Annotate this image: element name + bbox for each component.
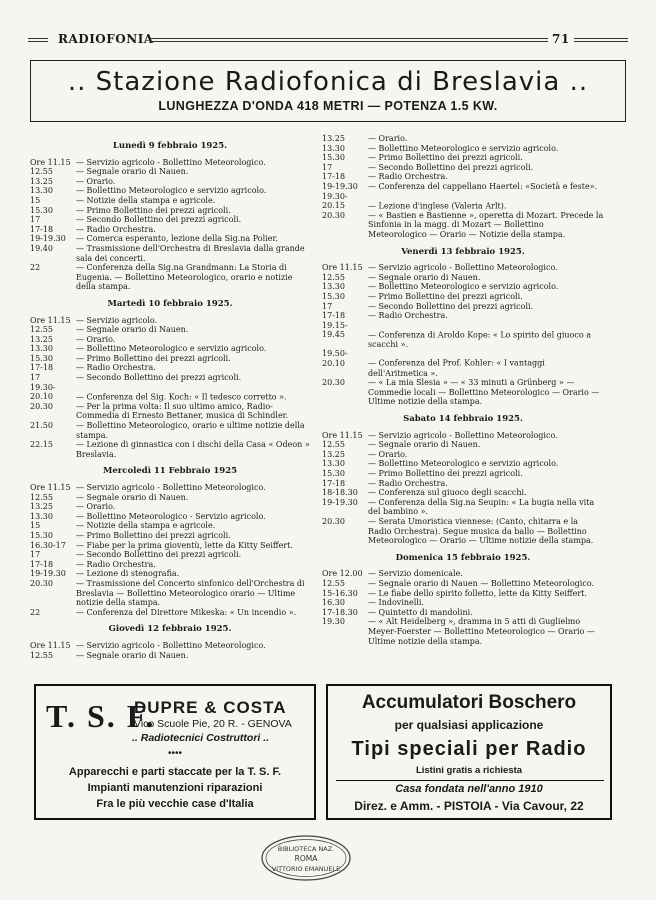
schedule-entry [322, 282, 604, 292]
ad-logo: T. S. F. [46, 698, 156, 734]
ad-role: .. Radiotecnici Costruttori .. [132, 732, 270, 744]
entry-description: — Orario. [368, 449, 408, 459]
entry-time: 19.15-19.45 [322, 320, 348, 340]
entry-description: — Orario. [76, 176, 116, 186]
entry-description: — Conferenza del cappellano Haertel: «Società e feste». [368, 181, 598, 191]
ad-line: Impianti manutenzioni riparazioni [87, 782, 263, 794]
entry-time: 16.30 [322, 598, 345, 608]
entry-time: Ore 11.15 [322, 430, 363, 440]
schedule-entry [30, 373, 310, 383]
entry-time: 19-19.30 [322, 181, 358, 191]
entry-time: 21.50 [30, 421, 53, 431]
entry-time: 17-18 [30, 224, 54, 234]
entry-description: — Conferenza di Aroldo Kope: « Lo spirito del giuoco a scacchi ». [368, 330, 591, 349]
entry-time: 17-18.30 [322, 607, 358, 617]
schedule-entry [322, 263, 604, 273]
entry-time: Ore 12.00 [322, 569, 363, 579]
schedule-left-column [30, 134, 310, 660]
entry-time: 19.30 [322, 617, 345, 627]
schedule-entry [322, 589, 604, 599]
entry-time: 20.30 [322, 378, 345, 388]
schedule-entry [30, 579, 310, 608]
schedule-entry [30, 263, 310, 292]
schedule-entry [322, 440, 604, 450]
schedule-entry [30, 215, 310, 225]
entry-time: 13.25 [322, 134, 345, 143]
entry-time: 13.30 [322, 459, 345, 469]
entry-time: 13.25 [30, 176, 53, 186]
schedule-entry [30, 440, 310, 459]
stamp-line: BIBLIOTECA NAZ. [277, 845, 335, 853]
entry-description: — Conferenza del Direttore Mikeska: « Un incendio ». [76, 607, 297, 617]
entry-description: — Radio Orchestra. [76, 363, 156, 373]
day-heading: Giovedì 12 febbraio 1925. [108, 624, 232, 635]
entry-description: — Segnale orario di Nauen. [76, 325, 189, 335]
entry-time: 15-16.30 [322, 588, 358, 598]
entry-description: — Radio Orchestra. [76, 559, 156, 569]
entry-time: Ore 11.15 [30, 483, 71, 492]
schedule-entry [30, 502, 310, 512]
entry-description: — Indovinelli. [368, 598, 424, 608]
entry-time: 17-18 [30, 559, 54, 569]
entry-description: — Secondo Bollettino dei prezzi agricoli. [76, 215, 242, 225]
entry-time: 15.30 [30, 530, 53, 540]
schedule-entry [30, 421, 310, 440]
entry-description: — Serata Umoristica viennese: (Canto, chitarra e la Radio Orchestra). Segue musica da ballo — Bollettino Meteorologico — Orario — Ultime notizie della stampa. [368, 516, 594, 546]
schedule-entry [30, 225, 310, 235]
schedule-entry [30, 512, 310, 522]
ad-lists: Listini gratis a richiesta [415, 765, 523, 776]
schedule-entry [322, 579, 604, 589]
entry-time: 17-18 [30, 363, 54, 373]
entry-description: — Radio Orchestra. [368, 478, 448, 488]
schedule-entry [30, 234, 310, 244]
entry-description: — Orario. [368, 134, 408, 143]
entry-time: Ore 11.15 [30, 640, 71, 650]
entry-time: 17 [30, 373, 41, 383]
entry-description: — Comerca esperanto, lezione della Sig.na Polier. [76, 234, 278, 244]
entry-time: 19.30-20.10 [30, 382, 56, 402]
entry-description: — Bollettino Meteorologico e servizio agricolo. [368, 459, 559, 469]
schedule-entry [322, 517, 604, 546]
library-stamp [258, 832, 354, 884]
entry-time: 13.25 [322, 449, 345, 459]
entry-time: 22 [30, 263, 41, 273]
schedule-entry [30, 363, 310, 373]
entry-description: — Orario. [76, 334, 116, 344]
entry-time: 16.30-17 [30, 540, 66, 550]
schedule-entry [30, 569, 310, 579]
entry-time: Ore 11.15 [30, 315, 71, 325]
station-title-box [30, 60, 626, 122]
schedule-entry [30, 550, 310, 560]
ad-brand: Accumulatori Boschero [361, 692, 577, 713]
entry-description: — Bollettino Meteorologico e servizio agricolo. [368, 143, 559, 153]
page-number: 71 [552, 32, 570, 46]
day-heading: Sabato 14 febbraio 1925. [403, 414, 523, 425]
schedule-entry [322, 431, 604, 441]
entry-time: 19.30-20.15 [322, 191, 348, 211]
entry-description: — Le fiabe dello spirito folletto, lette da Kitty Seiffert. [368, 588, 587, 598]
entry-description: — Servizio agricolo - Bollettino Meteorologico. [76, 640, 266, 650]
entry-description: — Segnale orario di Nauen. [76, 492, 189, 502]
entry-description: — Primo Bollettino dei prezzi agricoli. [368, 291, 523, 301]
entry-time: 13.30 [30, 344, 53, 354]
schedule-entry [30, 402, 310, 421]
entry-time: 15.30 [30, 353, 53, 363]
schedule-entry [322, 498, 604, 517]
schedule-entry [30, 354, 310, 364]
entry-time: 17 [30, 550, 41, 560]
entry-description: — Conferenza sul giuoco degli scacchi. [368, 488, 527, 498]
schedule-entry [322, 479, 604, 489]
entry-time: 15.30 [30, 205, 53, 215]
entry-time: 15.30 [322, 291, 345, 301]
entry-description: — Radio Orchestra. [368, 172, 448, 182]
schedule-entry [30, 177, 310, 187]
schedule-entry [30, 531, 310, 541]
entry-description: — Bollettino Meteorologico e servizio agricolo. [368, 282, 559, 292]
page-header [28, 32, 628, 48]
schedule-entry [30, 521, 310, 531]
entry-time: 12.55 [30, 650, 53, 660]
entry-description: — Lezione di stenografia. [76, 569, 180, 579]
entry-time: 15.30 [322, 153, 345, 163]
entry-description: — Conferenza del Prof. Kohler: « I vantaggi dell'Aritmetica ». [368, 359, 545, 378]
entry-description: — Servizio agricolo - Bollettino Meteorologico. [368, 430, 558, 440]
entry-description: — Servizio agricolo - Bollettino Meteorologico. [368, 263, 558, 273]
entry-description: — Segnale orario di Nauen. [76, 167, 189, 177]
entry-time: 12.55 [322, 272, 345, 282]
schedule-entry [30, 167, 310, 177]
schedule-entry [322, 211, 604, 240]
header-rule [574, 38, 628, 42]
station-title: .. Stazione Radiofonica di Breslavia .. [67, 67, 589, 97]
header-rule [28, 38, 48, 42]
schedule-entry [322, 311, 604, 321]
ad-address: Direz. e Amm. - PISTOIA - Via Cavour, 22 [354, 799, 584, 813]
entry-time: 22 [30, 607, 41, 617]
schedule-entry [322, 321, 604, 350]
entry-time: 20.30 [322, 210, 345, 220]
ad-headline: Tipi speciali per Radio [351, 738, 587, 760]
entry-description: — Lezione di ginnastica con i dischi della Casa « Odeon » Breslavia. [76, 440, 310, 459]
entry-time: 15 [30, 195, 41, 205]
schedule-entry [322, 182, 604, 192]
entry-time: 12.55 [30, 492, 53, 502]
schedule-entry [322, 302, 604, 312]
entry-description: — Bollettino Meteorologico e servizio agricolo. [76, 186, 267, 196]
schedule-entry [30, 541, 310, 551]
entry-description: — Conferenza della Sig.na Grandmann: La Storia di Eugenia. — Bollettino Meteorologico, orario e notizie della stampa. [76, 263, 293, 292]
header-title: RADIOFONIA [58, 32, 154, 46]
schedule-entry [30, 196, 310, 206]
stamp-line: ROMA [294, 854, 318, 863]
schedule-entry [322, 349, 604, 378]
ad-line: Apparecchi e parti staccate per la T. S. F. [68, 766, 282, 778]
stamp-line: VITTORIO EMANUELE [271, 865, 341, 873]
entry-time: 13.25 [30, 334, 53, 344]
entry-description: — Notizie della stampa e agricole. [76, 195, 216, 205]
entry-description: — Radio Orchestra. [76, 224, 156, 234]
entry-time: 13.30 [30, 186, 53, 196]
schedule-entry [322, 450, 604, 460]
schedule-entry [322, 488, 604, 498]
schedule-entry [30, 325, 310, 335]
entry-time: 13.30 [322, 282, 345, 292]
day-heading: Lunedì 9 febbraio 1925. [112, 141, 228, 151]
entry-description: — Servizio agricolo - Bollettino Meteorologico. [76, 483, 266, 492]
entry-time: 17 [30, 215, 41, 225]
schedule-entry [30, 483, 310, 493]
schedule-entry [30, 344, 310, 354]
schedule-entry [30, 383, 310, 402]
entry-description: — Primo Bollettino dei prezzi agricoli. [368, 469, 523, 478]
entry-time: 12.55 [30, 325, 53, 335]
entry-description: — Notizie della stampa e agricole. [76, 521, 216, 531]
entry-time: 13.25 [30, 502, 53, 512]
entry-description: — Primo Bollettino dei prezzi agricoli. [76, 530, 231, 540]
entry-time: 20.30 [30, 578, 53, 588]
schedule-entry [322, 617, 604, 646]
entry-description: — Segnale orario di Nauen. [368, 272, 481, 282]
entry-description: — Lezione d'inglese (Valeria Arlt). [368, 201, 507, 211]
schedule-entry [322, 292, 604, 302]
entry-description: — Trasmissione dell'Orchestra di Breslavia dalla grande sala dei concerti. [76, 243, 305, 263]
entry-time: 17 [322, 162, 333, 172]
entry-description: — Radio Orchestra. [368, 311, 448, 321]
entry-time: 15 [30, 521, 41, 531]
entry-time: 19.40 [30, 243, 53, 253]
entry-time: Ore 11.15 [30, 157, 71, 167]
entry-description: — Conferenza della Sig.na Seupin: « La bugia nella vita del bambino ». [368, 497, 595, 517]
ad-founded: Casa fondata nell'anno 1910 [395, 783, 543, 795]
schedule-entry [30, 641, 310, 651]
entry-time: 17 [322, 301, 333, 311]
entry-description: — Primo Bollettino dei prezzi agricoli. [368, 153, 523, 163]
entry-time: 19-19.30 [30, 234, 66, 244]
entry-time: 15.30 [322, 469, 345, 478]
entry-time: 19-19.30 [322, 497, 358, 507]
entry-description: — Servizio domenicale. [368, 569, 463, 579]
entry-description: — Servizio agricolo. [76, 315, 158, 325]
entry-description: — Bollettino Meteorologico - Servizio agricolo. [76, 511, 266, 521]
entry-time: 12.55 [30, 167, 53, 177]
entry-description: — Conferenza del Sig. Koch: « Il tedesco corretto ». [76, 392, 287, 402]
schedule-entry [322, 569, 604, 579]
entry-time: 13.30 [30, 511, 53, 521]
entry-description: — Secondo Bollettino dei prezzi agricoli. [368, 301, 534, 311]
entry-time: 20.30 [30, 401, 53, 411]
entry-description: — Secondo Bollettino dei prezzi agricoli. [76, 373, 242, 383]
entry-time: 18-18.30 [322, 488, 358, 498]
entry-description: — Secondo Bollettino dei prezzi agricoli. [368, 162, 534, 172]
entry-time: 22.15 [30, 440, 53, 450]
schedule-entry [322, 153, 604, 163]
schedule-entry [30, 608, 310, 618]
entry-description: — Primo Bollettino dei prezzi agricoli. [76, 205, 231, 215]
schedule-entry [322, 134, 604, 144]
day-heading: Venerdì 13 febbraio 1925. [401, 246, 525, 257]
schedule-entry [30, 493, 310, 503]
entry-description: — « La mia Slesia » — « 33 minuti a Grünberg » — Commedie locali — Bollettino Meteorologico — Orario — Ultime notizie della stampa. [368, 378, 600, 407]
schedule-entry [322, 459, 604, 469]
schedule-entry [30, 560, 310, 570]
ad-company: DUPRE & COSTA [134, 698, 287, 717]
entry-time: 17-18 [322, 478, 346, 488]
schedule-entry [322, 273, 604, 283]
entry-description: — Quintetto di mandolini. [368, 607, 473, 617]
entry-description: — Segnale orario di Nauen. [76, 650, 189, 660]
ad-divider [336, 780, 604, 781]
entry-description: — Primo Bollettino dei prezzi agricoli. [76, 353, 231, 363]
schedule-entry [30, 651, 310, 661]
entry-time: 12.55 [322, 578, 345, 588]
entry-description: — Per la prima volta: Il suo ultimo amico, Radio-Commedia di Ernesto Bettaner, musica di Schindler. [76, 401, 289, 421]
entry-time: 17-18 [322, 311, 346, 321]
entry-time: 13.30 [322, 143, 345, 153]
entry-description: — Trasmissione del Concerto sinfonico dell'Orchestra di Breslavia — Bollettino Meteorologico orario — Ultime notizie della stampa. [76, 578, 305, 608]
day-heading: Mercoledì 11 Febbraio 1925 [102, 466, 238, 477]
entry-time: 19.50-20.10 [322, 349, 348, 369]
entry-description: — « Alt Heidelberg », dramma in 5 atti di Guglielmo Meyer-Foerster — Bollettino Meteorologico — Orario — Ultime notizie della stampa. [368, 617, 595, 646]
entry-description: — Orario. [76, 502, 116, 512]
schedule-entry [30, 244, 310, 263]
entry-time: 17-18 [322, 172, 346, 182]
schedule-right-column [322, 134, 604, 646]
schedule-entry [322, 378, 604, 407]
schedule-entry [322, 469, 604, 479]
entry-description: — Bollettino Meteorologico e servizio agricolo. [76, 344, 267, 354]
ad-dots: •••• [167, 748, 182, 759]
schedule-entry [30, 186, 310, 196]
entry-description: — « Bastien e Bastienne », operetta di Mozart. Precede la Sinfonia in la magg. di Mozart — Bollettino Meteorologico — Orario — Notizie della stampa. [368, 210, 604, 239]
entry-description: — Servizio agricolo - Bollettino Meteorologico. [76, 157, 266, 167]
schedule-entry [322, 163, 604, 173]
entry-description: — Fiabe per la prima gioventù, lette da Kitty Seiffert. [76, 540, 293, 550]
ad-boschero [326, 684, 612, 820]
schedule-entry [322, 144, 604, 154]
ad-line: Fra le più vecchie case d'Italia [96, 798, 254, 810]
schedule-entry [30, 316, 310, 326]
entry-time: 12.55 [322, 440, 345, 450]
schedule-entry [30, 206, 310, 216]
entry-time: 19-19.30 [30, 569, 66, 579]
schedule-entry [30, 158, 310, 168]
entry-time: 20.30 [322, 516, 345, 526]
ad-address: Vico Scuole Pie, 20 R. - GENOVA [134, 718, 292, 730]
ad-dupre-costa [34, 684, 316, 820]
entry-time: Ore 11.15 [322, 263, 363, 273]
entry-description: — Bollettino Meteorologico, orario e ultime notizie della stampa. [76, 421, 305, 440]
schedule-entry [322, 172, 604, 182]
day-heading: Martedì 10 febbraio 1925. [107, 298, 233, 309]
schedule-entry [322, 598, 604, 608]
schedule-entry [322, 608, 604, 618]
entry-description: — Segnale orario di Nauen — Bollettino Meteorologico. [368, 578, 595, 588]
day-heading: Domenica 15 febbraio 1925. [395, 552, 531, 563]
entry-description: — Segnale orario di Nauen. [368, 440, 481, 450]
entry-description: — Secondo Bollettino dei prezzi agricoli. [76, 550, 242, 560]
header-rule [150, 38, 548, 42]
station-subtitle: LUNGHEZZA D'ONDA 418 METRI — POTENZA 1.5 KW. [158, 99, 498, 113]
schedule-entry [30, 335, 310, 345]
schedule-entry [322, 192, 604, 211]
ad-tagline: per qualsiasi applicazione [394, 718, 544, 732]
